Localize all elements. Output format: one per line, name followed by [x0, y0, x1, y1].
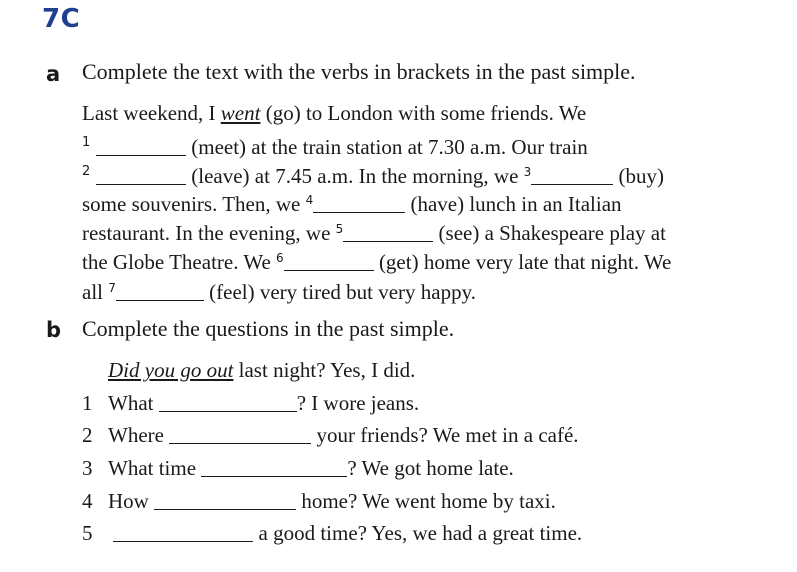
text-segment: (see) a Shakespeare play at [433, 221, 666, 245]
text-segment: Last weekend, I [82, 101, 221, 125]
question-number: 2 [82, 423, 93, 447]
question-number: 4 [82, 489, 93, 513]
text-segment: home? We went home by taxi. [296, 489, 556, 513]
text-segment: (leave) at 7.45 a.m. In the morning, we [186, 164, 524, 188]
question-1 [82, 389, 419, 418]
question-2-blank[interactable] [169, 425, 311, 444]
text-line-6 [82, 244, 671, 277]
text-line-7 [82, 274, 476, 307]
gap-7-blank[interactable] [116, 282, 204, 301]
text-segment: How [108, 489, 155, 513]
text-segment: a good time? Yes, we had a great time. [253, 521, 583, 545]
text-segment: last night? Yes, I did. [233, 358, 416, 382]
text-segment: your friends? We met in a café. [311, 423, 579, 447]
gap-number-4: 4 [305, 193, 314, 207]
text-segment: (feel) very tired but very happy. [203, 280, 476, 304]
question-2 [82, 421, 579, 450]
question-3-blank[interactable] [201, 458, 347, 477]
text-segment: (have) lunch in an Italian [405, 192, 622, 216]
text-segment: all [82, 280, 109, 304]
gap-2-blank[interactable] [96, 166, 186, 185]
example-answer: went [220, 101, 261, 125]
gap-number-5: 5 [335, 222, 344, 236]
gap-number-2: 2 [82, 164, 91, 179]
text-segment: (meet) at the train station at 7.30 a.m. Our train [186, 135, 588, 159]
gap-4-blank[interactable] [313, 194, 405, 213]
gap-3-blank[interactable] [531, 166, 613, 185]
gap-number-3: 3 [523, 165, 532, 179]
question-number: 1 [82, 391, 93, 415]
question-4 [82, 487, 556, 516]
text-segment: ? We got home late. [347, 456, 514, 480]
text-segment: (go) to London with some friends. We [260, 101, 587, 125]
exercise-b-instruction: Complete the questions in the past simple. [82, 316, 455, 341]
question-5 [82, 519, 582, 548]
text-segment: the Globe Theatre. We [82, 250, 277, 274]
question-4-blank[interactable] [154, 491, 296, 510]
gap-6-blank[interactable] [284, 252, 374, 271]
text-segment: (get) home very late that night. We [373, 250, 672, 274]
text-segment: (buy) [613, 164, 665, 188]
exercise-a-letter: a [46, 62, 61, 86]
question-number: 5 [82, 521, 93, 545]
text-segment: What [108, 391, 159, 415]
gap-number-6: 6 [276, 251, 284, 265]
example-answer: Did you go out [108, 358, 234, 382]
exercise-b-letter: b [46, 318, 62, 342]
gap-5-blank[interactable] [343, 223, 433, 242]
question-1-blank[interactable] [159, 393, 297, 412]
question-3 [82, 454, 514, 483]
gap-number-7: 7 [108, 281, 116, 295]
gap-1-blank[interactable] [96, 137, 186, 156]
unit-title: 7C [42, 4, 81, 34]
question-number: 3 [82, 456, 93, 480]
question-5-blank[interactable] [113, 523, 253, 542]
text-segment: What time [108, 456, 202, 480]
text-segment: some souvenirs. Then, we [82, 192, 306, 216]
text-segment: restaurant. In the evening, we [82, 221, 336, 245]
gap-number-1: 1 [82, 135, 91, 150]
text-segment: Where [108, 423, 170, 447]
text-line-1 [82, 99, 586, 128]
example-question [108, 356, 415, 385]
exercise-a-instruction: Complete the text with the verbs in brackets in the past simple. [82, 59, 636, 84]
text-segment: ? I wore jeans. [296, 391, 420, 415]
